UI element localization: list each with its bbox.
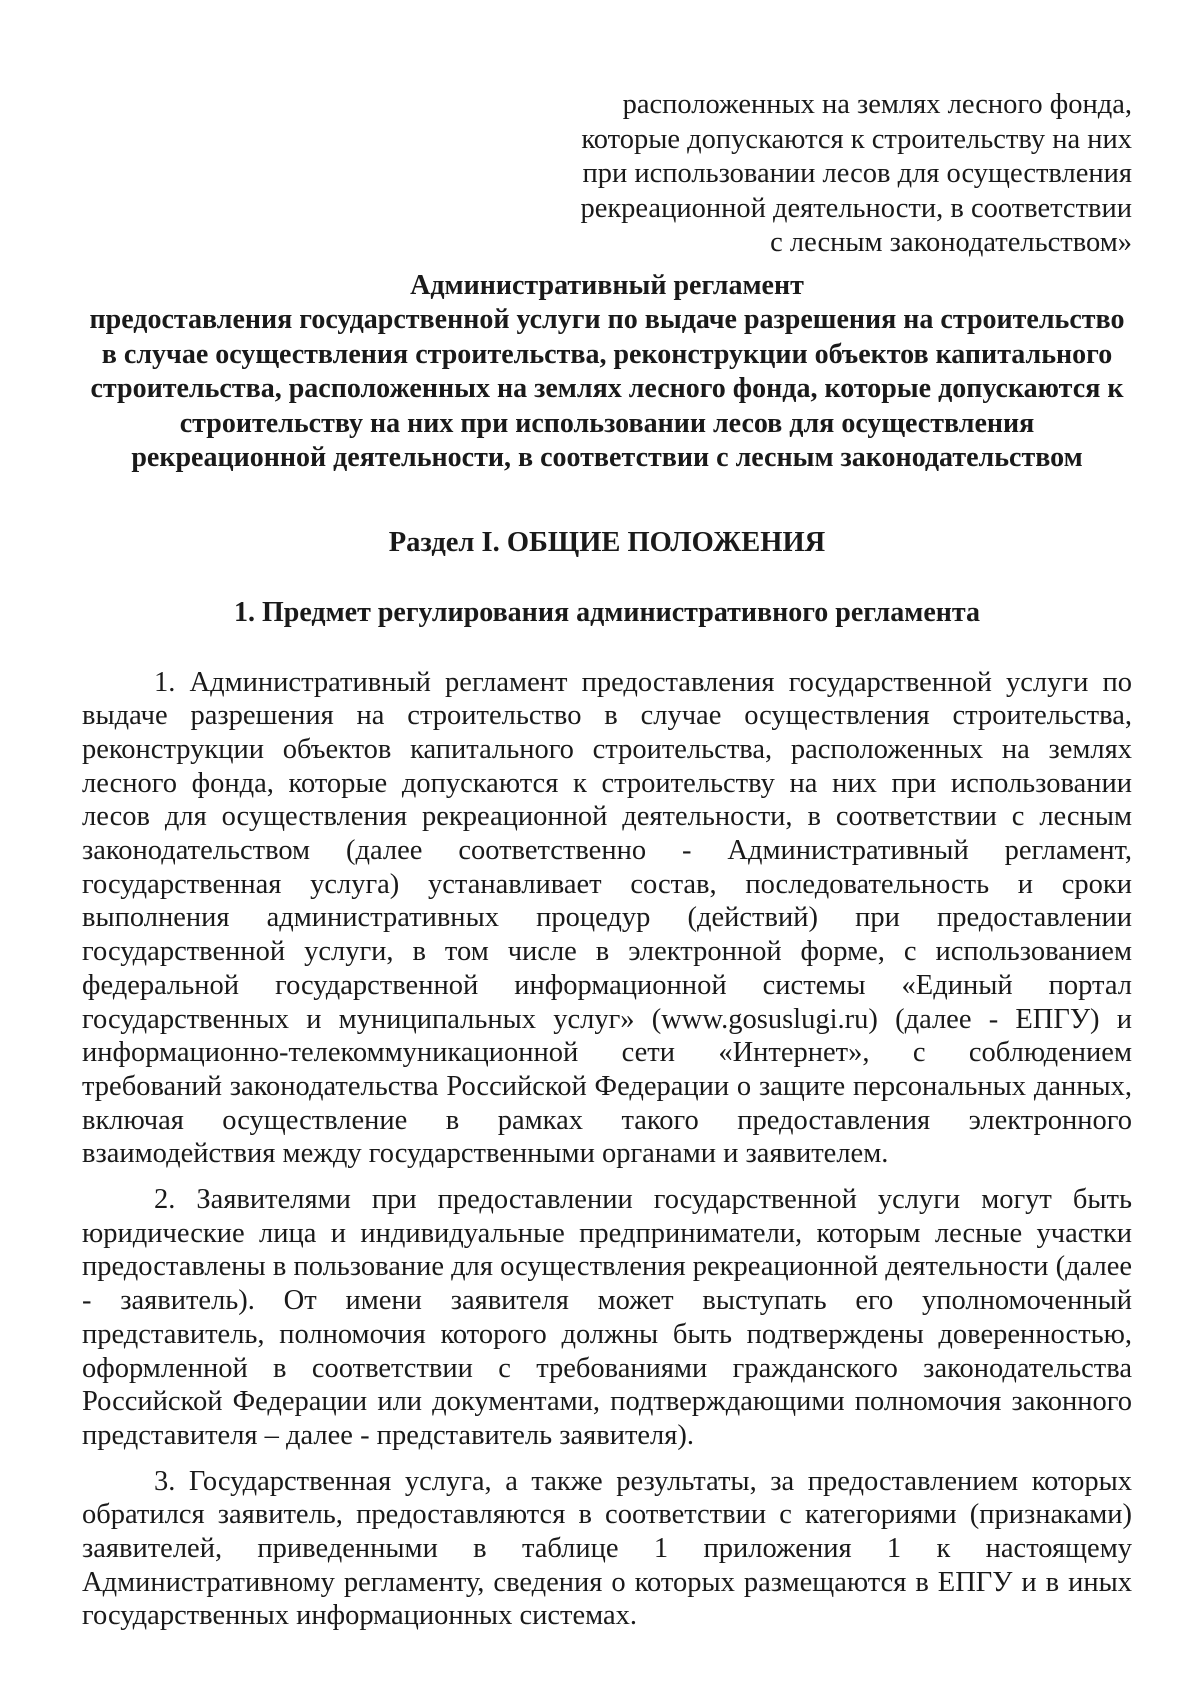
header-line: которые допускаются к строительству на них — [581, 123, 1132, 155]
title-line: предоставления государственной услуги по выдаче разрешения на строительство — [89, 304, 1125, 335]
paragraph-3: 3. Государственная услуга, а также результаты, за предоставлением которых обратился заявитель, предоставляются в соответствии с категориями (признаками) заявителей, приведенными в таблице 1 приложения 1 к настоящему Административному регламенту, сведения о которых размещаются в ЕПГУ и в иных государственных информационных системах. — [82, 1465, 1132, 1632]
title-line: рекреационной деятельности, в соответствии с лесным законодательством — [131, 442, 1083, 473]
document-page — [82, 88, 1132, 1633]
document-title — [82, 269, 1132, 476]
paragraph-2: 2. Заявителями при предоставлении государственной услуги могут быть юридические лица и индивидуальные предприниматели, которым лесные участки предоставлены в пользование для осуществления рекреационной деятельности (далее - заявитель). От имени заявителя может выступать его уполномоченный представитель, полномочия которого должны быть подтверждены доверенностью, оформленной в соответствии с требованиями гражданского законодательства Российской Федерации или документами, подтверждающими полномочия законного представителя – далее - представитель заявителя). — [82, 1184, 1132, 1451]
header-line: с лесным законодательством» — [770, 227, 1132, 258]
section-heading: Раздел I. ОБЩИЕ ПОЛОЖЕНИЯ — [388, 526, 826, 558]
header-line: расположенных на землях лесного фонда, — [622, 89, 1132, 120]
title-line: Административный регламент — [410, 269, 804, 301]
document-header-reference — [82, 88, 1132, 261]
paragraph-1: 1. Административный регламент предоставления государственной услуги по выдаче разрешения на строительство в случае осуществления строительства, реконструкции объектов капитального строительства, расположенных на землях лесного фонда, которые допускаются к строительству на них при использовании лесов для осуществления рекреационной деятельности, в соответствии с лесным законодательством (далее соответственно - Административный регламент, государственная услуга) устанавливает состав, последовательность и сроки выполнения административных процедур (действий) при предоставлении государственной услуги, в том числе в электронной форме, с использованием федеральной государственной информационной системы «Единый портал государственных и муниципальных услуг» (www.gosuslugi.ru) (далее - ЕПГУ) и информационно-телекоммуникационной сети «Интернет», с соблюдением требований законодательства Российской Федерации о защите персональных данных, включая осуществление в рамках такого предоставления электронного взаимодействия между государственными органами и заявителем. — [82, 666, 1132, 1170]
title-line: строительству на них при использовании лесов для осуществления — [179, 407, 1035, 439]
header-line: при использовании лесов для осуществления — [582, 158, 1132, 189]
title-line: строительства, расположенных на землях лесного фонда, которые допускаются к — [90, 373, 1124, 404]
title-line: в случае осуществления строительства, реконструкции объектов капитального — [101, 338, 1113, 370]
subsection-heading: 1. Предмет регулирования административного регламента — [234, 596, 980, 628]
header-line: рекреационной деятельности, в соответствии — [580, 192, 1132, 224]
